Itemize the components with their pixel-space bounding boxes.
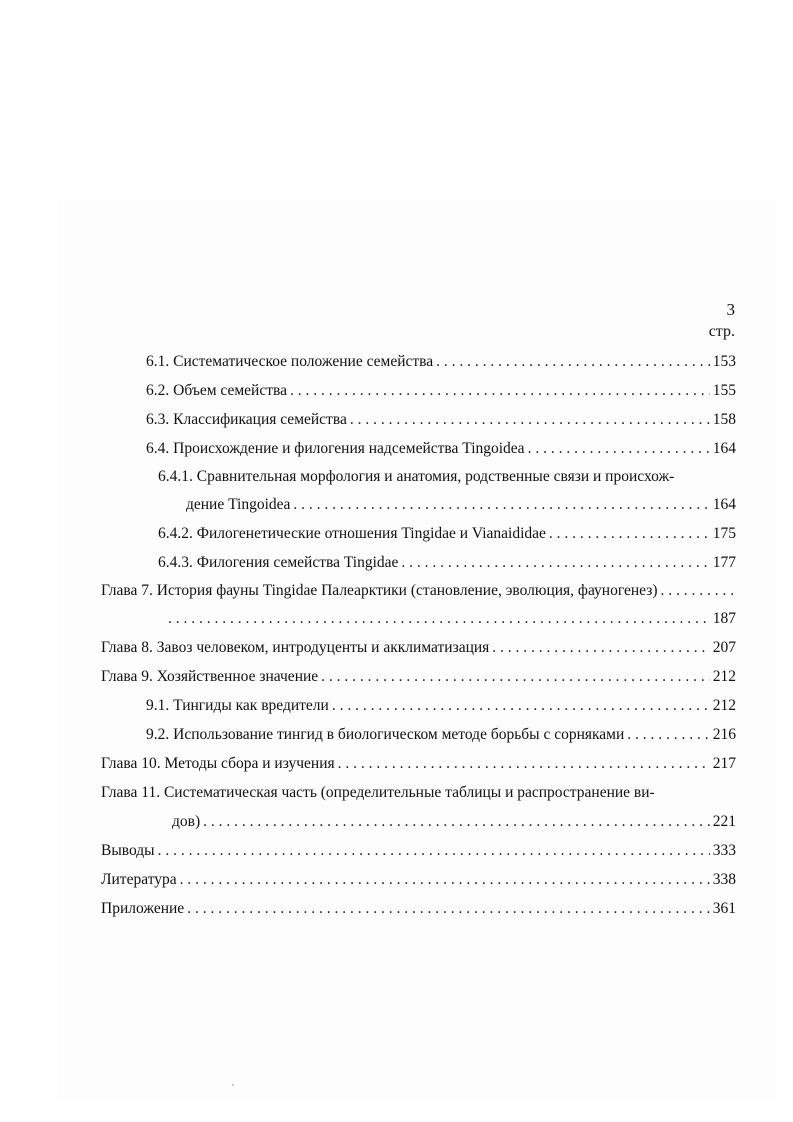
toc-entry-label: Глава 7. История фауны Tingidae Палеарктики (становление, эволюция, фауногенез) <box>101 582 658 599</box>
leader-dots <box>290 380 710 402</box>
toc-entry-page: 155 <box>712 382 736 399</box>
leader-dots <box>168 608 710 630</box>
leader-dots <box>350 409 710 431</box>
toc-entry-page: 153 <box>712 353 736 370</box>
toc-entry-label: 9.1. Тингиды как вредители <box>146 697 329 714</box>
leader-dots <box>203 811 710 833</box>
toc-entry <box>146 409 736 431</box>
toc-entry-page: 164 <box>712 496 736 513</box>
leader-dots <box>158 840 710 862</box>
toc-entry-label: 6.2. Объем семейства <box>146 382 287 399</box>
leader-dots <box>401 552 709 574</box>
toc-entry-page: 207 <box>712 639 736 656</box>
toc-entry <box>146 380 736 402</box>
toc-entry-page: 187 <box>712 610 736 627</box>
toc-entry-page: 175 <box>712 525 736 542</box>
toc-entry-page: 216 <box>712 726 736 743</box>
toc-entry-label: Приложение <box>101 900 185 917</box>
leader-dots <box>436 351 710 373</box>
leader-dots <box>332 695 710 717</box>
toc-entry-label: Глава 11. Систематическая часть (определительные таблицы и распространение ви- <box>101 784 655 801</box>
leader-dots <box>492 637 709 659</box>
toc-entry <box>101 869 736 891</box>
toc-entry-page: 361 <box>712 900 736 917</box>
toc-entry-label: 6.4. Происхождение и филогения надсемейства Tingoidea <box>146 440 525 457</box>
toc-entry <box>101 666 736 688</box>
leader-dots <box>661 580 733 602</box>
toc-entry <box>172 811 736 833</box>
leader-dots <box>627 724 709 746</box>
leader-dots <box>180 869 710 891</box>
toc-entry-page: 177 <box>712 554 736 571</box>
toc-entry-label: 6.1. Систематическое положение семейства <box>146 353 434 370</box>
toc-entry-label: 9.2. Использование тингид в биологическом методе борьбы с сорняками <box>146 726 625 743</box>
toc-entry-label: 6.4.3. Филогения семейства Tingidae <box>158 554 399 571</box>
toc-entry <box>101 840 736 862</box>
toc-entry <box>146 438 736 460</box>
toc-entry-page: 212 <box>712 668 736 685</box>
toc-entry-page: 217 <box>712 755 736 772</box>
toc-entry-page: 333 <box>712 842 736 859</box>
toc-entry <box>101 898 736 920</box>
toc-entry <box>101 637 736 659</box>
toc-entry-label: Выводы <box>101 842 155 859</box>
leader-dots <box>338 753 710 775</box>
toc-entry-page: 338 <box>712 871 736 888</box>
leader-dots <box>187 898 710 920</box>
leader-dots <box>321 666 710 688</box>
toc-entry <box>186 494 736 516</box>
toc-entry <box>101 753 736 775</box>
page-number: 3 <box>726 300 735 319</box>
toc-entry <box>146 695 736 717</box>
leader-dots <box>293 494 709 516</box>
toc-entry-page: 164 <box>712 440 736 457</box>
toc-entry-label: Глава 10. Методы сбора и изучения <box>101 755 335 772</box>
toc-entry <box>158 552 736 574</box>
toc-entry-label: 6.4.1. Сравнительная морфология и анатомия, родственные связи и происхож- <box>158 468 675 485</box>
toc-entry <box>146 351 736 373</box>
toc-entry-label: Глава 8. Завоз человеком, интродуценты и акклиматизация <box>101 639 490 656</box>
toc-entry-page: 158 <box>712 411 736 428</box>
toc-entry-label: 6.3. Классификация семейства <box>146 411 347 428</box>
toc-entry <box>158 523 736 545</box>
scan-speck <box>232 1084 234 1086</box>
toc-entry <box>168 608 736 630</box>
toc-entry-label-continued: дение Tingoidea <box>186 496 291 513</box>
toc-entry <box>101 580 736 602</box>
toc-entry <box>146 724 736 746</box>
page-column-label: стр. <box>708 323 735 340</box>
toc-entry-label: Глава 9. Хозяйственное значение <box>101 668 319 685</box>
toc-entry-label: Литература <box>101 871 177 888</box>
toc-entry-label: 6.4.2. Филогенетические отношения Tingidae и Vianaididae <box>158 525 546 542</box>
toc-entry-page: 212 <box>712 697 736 714</box>
leader-dots <box>528 438 710 460</box>
toc-entry-label-continued: дов) <box>172 813 201 830</box>
toc-entry-page: 221 <box>712 813 736 830</box>
leader-dots <box>549 523 710 545</box>
